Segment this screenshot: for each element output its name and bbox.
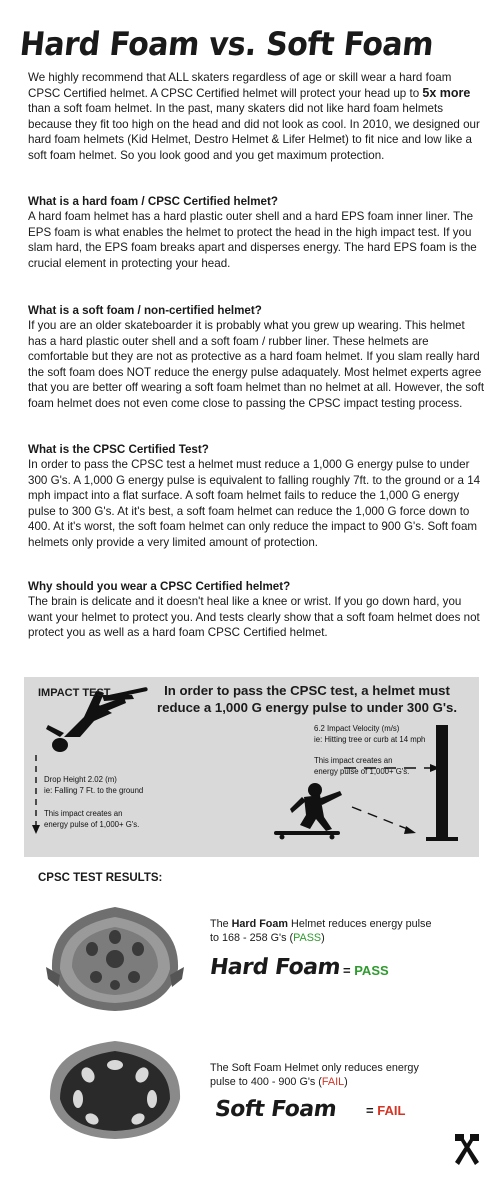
soft-foam-brand: Soft Foam — [213, 1097, 338, 1122]
intro-paragraph — [28, 70, 486, 164]
soft-result-status: FAIL — [321, 1076, 345, 1088]
impact-wall — [436, 725, 448, 841]
intro-emphasis: 5x more — [422, 85, 471, 100]
answer-cpsc-test: In order to pass the CPSC test a helmet must reduce a 1,000 G energy pulse to under 300 G's. A 1,000 G energy pulse is equivalent to falling roughly 7ft. to the ground or a 14 mph impact into a flat surface. A soft foam helmet fails to reduce the 1,000 G energy pulse to 300 G's. At it's best, a soft foam helmet can reduce the 1,000 G force down to 400. At it's worst, the soft foam helmet can only reduce the impact to 900 G's. Soft foam helmets only provide a very limited amount of protection. — [28, 458, 481, 549]
hard-result-body: Helmet reduces energy pulse to 168 - 258 G's ( — [210, 918, 432, 944]
impact-test-label: IMPACT TEST — [38, 687, 111, 699]
question-cpsc-test: What is the CPSC Certified Test? — [28, 443, 209, 456]
impact-test-panel — [24, 677, 479, 857]
question-soft-foam: What is a soft foam / non-certified helmet? — [28, 304, 262, 317]
answer-hard-foam: A hard foam helmet has a hard plastic outer shell and a hard EPS foam inner liner. The EPS foam is what enables the helmet to protect the head in the high impact test. If you slam hard, the EPS foam breaks apart and disperses energy. The hard EPS foam is the crucial element in protecting your head. — [28, 210, 477, 270]
hard-foam-verdict — [343, 963, 389, 978]
hard-foam-brand: Hard Foam — [208, 955, 342, 980]
soft-foam-verdict — [366, 1103, 405, 1118]
riding-skater-figure — [274, 783, 342, 840]
intro-before: We highly recommend that ALL skaters regardless of age or skill wear a hard foam CPSC Certified helmet. A CPSC Certified helmet will protect your head up to — [28, 71, 452, 100]
hard-result-pre: The — [210, 918, 232, 930]
intro-after: than a soft foam helmet. In the past, many skaters did not like hard foam helmets because they fit too high on the head and did not look as cool. In 2010, we designed our hard foam helmets (Kid Helmet, Destro Helmet & Lifer Helmet) to fit nice and low like a soft foam helmet. So you look good and you get maximum protection. — [28, 102, 480, 162]
hard-eq-sign: = — [343, 963, 355, 978]
impact-test-headline: In order to pass the CPSC test, a helmet must reduce a 1,000 G energy pulse to under 300 G's. — [157, 683, 457, 715]
soft-foam-result-text — [210, 1061, 419, 1089]
velocity-pulse-note: This impact creates an energy pulse of 1,000+ G's. — [314, 756, 410, 776]
soft-foam-helmet-image — [42, 1035, 188, 1145]
answer-soft-foam: If you are an older skateboarder it is probably what you grew up wearing. This helmet has a hard plastic outer shell and a soft foam / rubber liner. These helmets are comfortable but they are not as protective as a hard foam helmet. If you slam really hard the soft foam does NOT reduce the energy pulse adaquately. Most helmet experts agree that you are better off wearing a soft foam helmet than no helmet at all. However, the soft foam helmet does not even come close to passing the CPSC impact testing process. — [28, 319, 485, 410]
question-why-wear: Why should you wear a CPSC Certified helmet? — [28, 580, 291, 593]
velocity-note: 6.2 Impact Velocity (m/s) ie: Hitting tree or curb at 14 mph — [314, 724, 426, 744]
drop-pulse-note: This impact creates an energy pulse of 1,000+ G's. — [44, 809, 140, 829]
results-title: CPSC TEST RESULTS: — [38, 872, 163, 884]
hard-result-post: ) — [321, 932, 325, 944]
impact-arrow-angled — [352, 807, 410, 830]
hard-result-bold: Hard Foam — [231, 918, 289, 930]
soft-result-body: The Soft Foam Helmet only reduces energy pulse to 400 - 900 G's ( — [210, 1062, 419, 1088]
hard-foam-result-text — [210, 917, 431, 945]
hard-result-status: PASS — [293, 932, 322, 944]
answer-why-wear: The brain is delicate and it doesn't heal like a knee or wrist. If you go down hard, you want your helmet to protect you. And tests clearly show that a soft foam helmet does not protect you as well as a hard foam CPSC Certified helmet. — [28, 595, 480, 640]
hard-foam-helmet-image — [42, 897, 188, 1017]
crossed-hammers-logo-icon — [452, 1132, 482, 1166]
drop-height-note: Drop Height 2.02 (m) ie: Falling 7 Ft. to the ground — [44, 775, 144, 795]
hard-pass-label: PASS — [354, 963, 389, 978]
question-hard-foam: What is a hard foam / CPSC Certified helmet? — [28, 195, 278, 208]
page-title: Hard Foam vs. Soft Foam — [18, 26, 436, 64]
soft-fail-label: FAIL — [377, 1103, 406, 1118]
soft-result-post: ) — [344, 1076, 348, 1088]
soft-eq-sign: = — [366, 1103, 378, 1118]
